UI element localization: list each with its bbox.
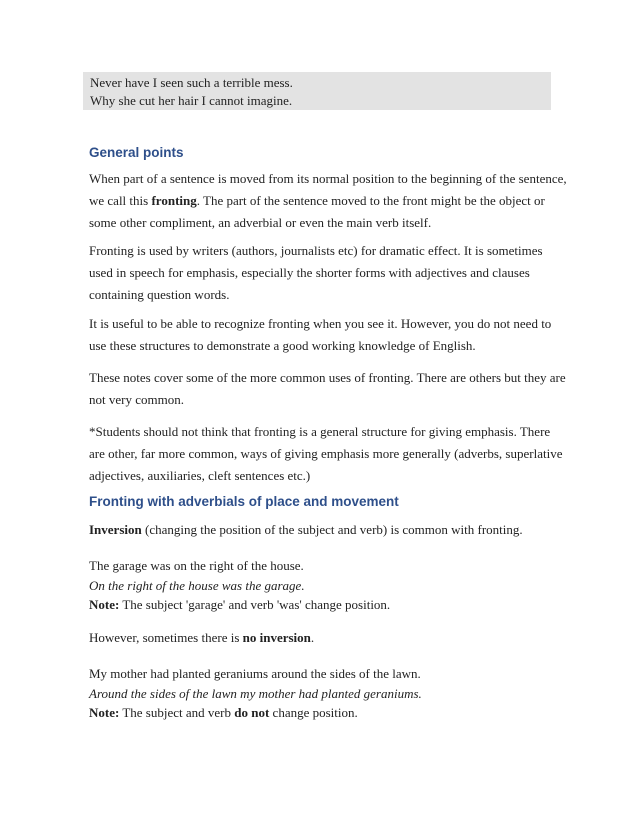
example-sentence-fronted: On the right of the house was the garage. bbox=[89, 578, 305, 593]
paragraph-line: *Students should not think that fronting is a general structure for giving emphasis. There bbox=[89, 424, 551, 439]
paragraph-line: use these structures to demonstrate a good working knowledge of English. bbox=[89, 338, 476, 353]
example-line: Why she cut her hair I cannot imagine. bbox=[90, 93, 293, 108]
paragraph-line: Fronting is used by writers (authors, journalists etc) for dramatic effect. It is sometimes bbox=[89, 243, 543, 258]
paragraph-line: However, sometimes there is no inversion. bbox=[89, 630, 315, 645]
example-sentence: The garage was on the right of the house. bbox=[89, 558, 304, 573]
term-fronting: fronting bbox=[151, 193, 197, 208]
example-box bbox=[83, 72, 551, 110]
paragraph-line: containing question words. bbox=[89, 287, 230, 302]
paragraph-line: Inversion (changing the position of the subject and verb) is common with fronting. bbox=[89, 522, 523, 537]
paragraph-line: are other, far more common, ways of giving emphasis more generally (adverbs, superlative bbox=[89, 446, 563, 461]
note-line: Note: The subject and verb do not change position. bbox=[89, 705, 358, 720]
note-line: Note: The subject 'garage' and verb 'was' change position. bbox=[89, 597, 391, 612]
example-line: Never have I seen such a terrible mess. bbox=[90, 75, 293, 90]
paragraph-line: some other compliment, an adverbial or even the main verb itself. bbox=[89, 215, 432, 230]
paragraph-line: When part of a sentence is moved from its normal position to the beginning of the sentence, bbox=[89, 171, 567, 186]
paragraph-line: not very common. bbox=[89, 392, 184, 407]
section-heading: Fronting with adverbials of place and movement bbox=[89, 494, 399, 509]
example-sentence-fronted: Around the sides of the lawn my mother had planted geraniums. bbox=[89, 686, 422, 701]
paragraph-line: used in speech for emphasis, especially the shorter forms with adjectives and clauses bbox=[89, 265, 530, 280]
paragraph-line: we call this fronting. The part of the sentence moved to the front might be the object or bbox=[89, 193, 545, 208]
example-sentence: My mother had planted geraniums around the sides of the lawn. bbox=[89, 666, 421, 681]
paragraph-line: adjectives, auxiliaries, cleft sentences etc.) bbox=[89, 468, 311, 483]
term-no-inversion: no inversion bbox=[242, 630, 311, 645]
term-inversion: Inversion bbox=[89, 522, 142, 537]
paragraph-line: These notes cover some of the more common uses of fronting. There are others but they are bbox=[89, 370, 566, 385]
section-heading: General points bbox=[89, 145, 184, 160]
paragraph-line: It is useful to be able to recognize fronting when you see it. However, you do not need to bbox=[89, 316, 552, 331]
